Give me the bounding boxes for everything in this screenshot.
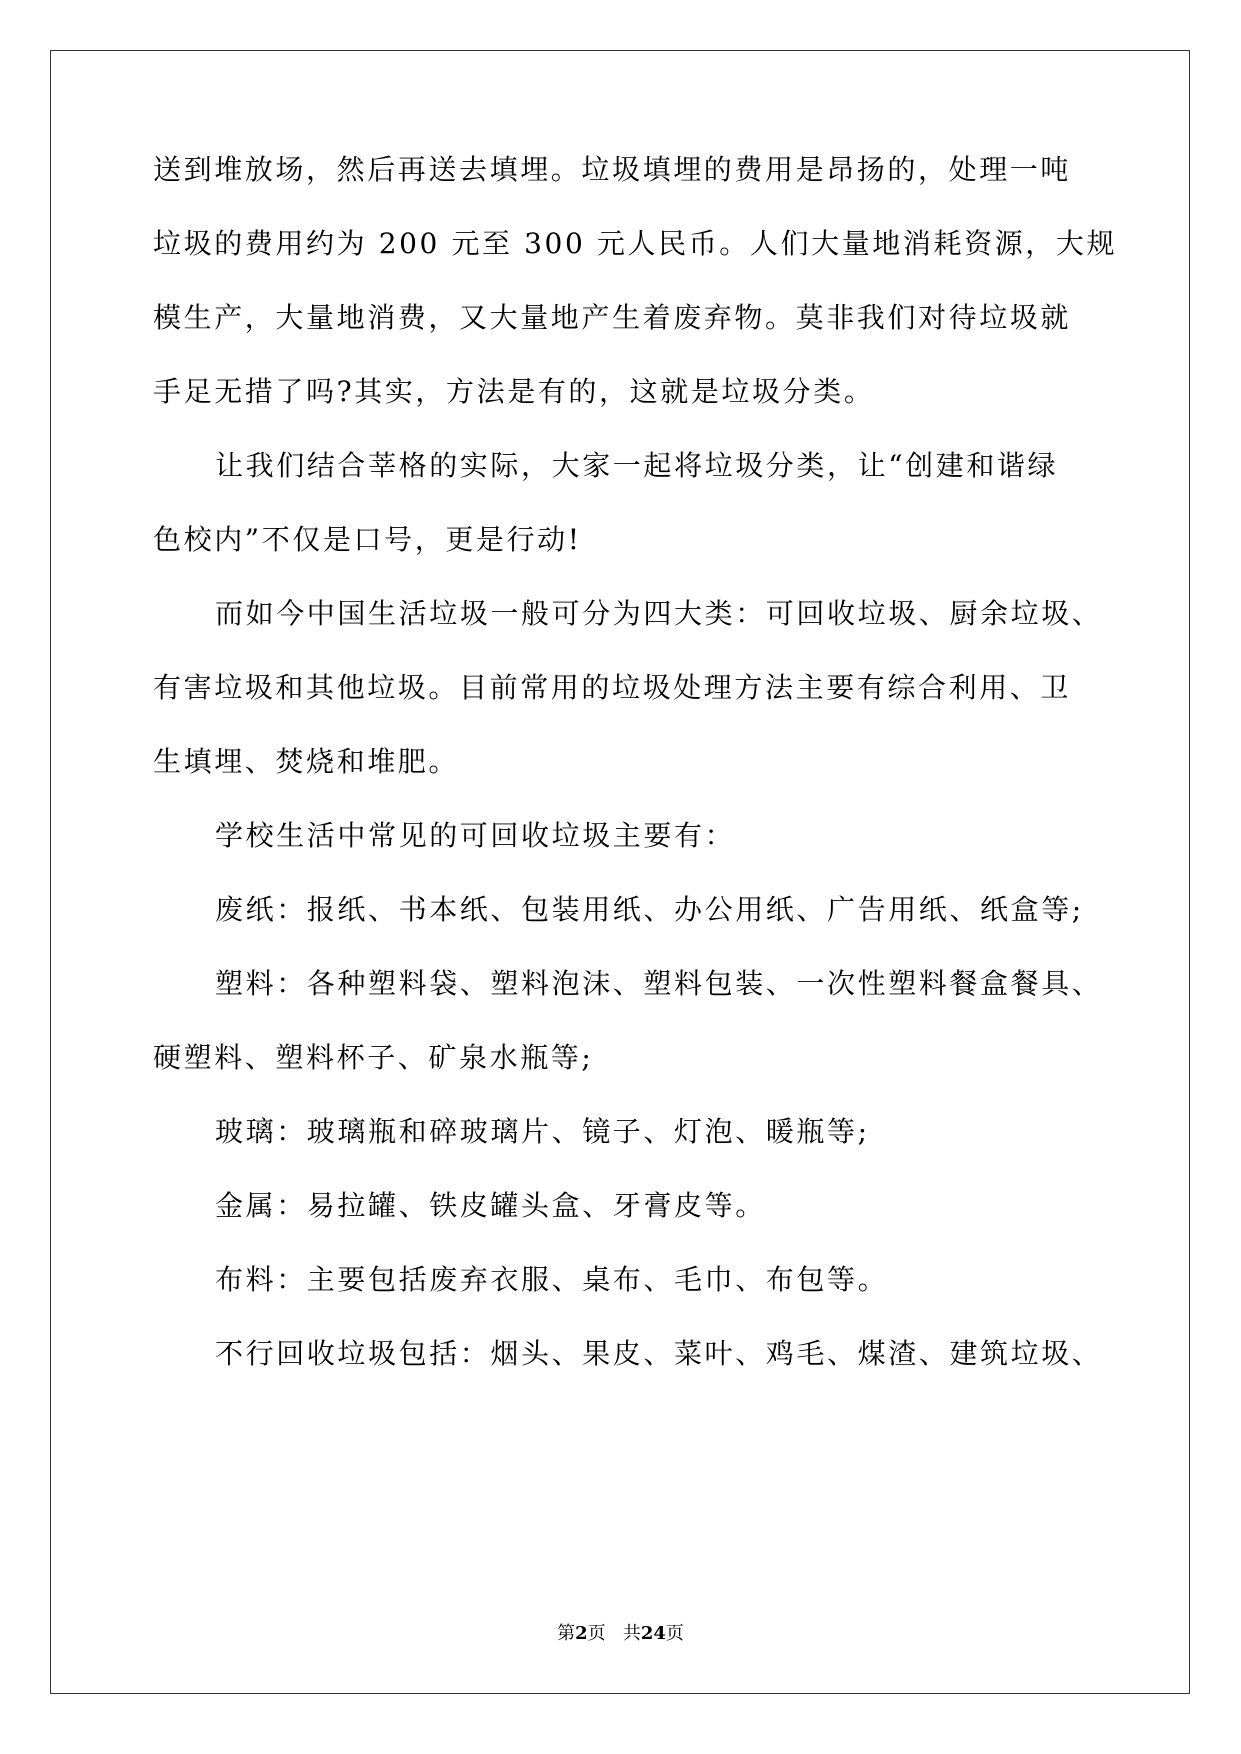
text-line: 手足无措了吗?其实，方法是有的，这就是垃圾分类。 xyxy=(153,375,875,408)
text-line: 而如今中国生活垃圾一般可分为四大类：可回收垃圾、厨余垃圾、 xyxy=(215,597,1103,630)
text-line: 不行回收垃圾包括：烟头、果皮、菜叶、鸡毛、煤渣、建筑垃圾、 xyxy=(215,1337,1103,1370)
page-suffix: 页 xyxy=(587,1623,606,1644)
page-prefix: 第 xyxy=(557,1623,576,1644)
page-footer xyxy=(0,1622,1241,1646)
text-line: 硬塑料、塑料杯子、矿泉水瓶等; xyxy=(153,1041,594,1074)
total-suffix: 页 xyxy=(665,1623,684,1644)
text-line: 色校内”不仅是口号，更是行动! xyxy=(153,523,582,556)
text-line: 玻璃：玻璃瓶和碎玻璃片、镜子、灯泡、暖瓶等; xyxy=(215,1115,870,1148)
page-frame xyxy=(50,50,1190,1694)
page-number: 2 xyxy=(575,1623,588,1644)
text-line: 模生产，大量地消费，又大量地产生着废弃物。莫非我们对待垃圾就 xyxy=(153,301,1072,334)
text-line: 有害垃圾和其他垃圾。目前常用的垃圾处理方法主要有综合利用、卫 xyxy=(153,671,1072,704)
total-pages: 24 xyxy=(640,1623,666,1644)
text-line: 生填埋、焚烧和堆肥。 xyxy=(153,745,460,778)
text-line: 垃圾的费用约为 200 元至 300 元人民币。人们大量地消耗资源，大规 xyxy=(153,227,1118,260)
text-line: 塑料：各种塑料袋、塑料泡沫、塑料包装、一次性塑料餐盒餐具、 xyxy=(215,967,1103,1000)
text-line: 学校生活中常见的可回收垃圾主要有： xyxy=(215,819,736,852)
text-line: 废纸：报纸、书本纸、包装用纸、办公用纸、广告用纸、纸盒等; xyxy=(215,893,1084,926)
total-prefix: 共 xyxy=(622,1623,641,1644)
text-line: 布料：主要包括废弃衣服、桌布、毛巾、布包等。 xyxy=(215,1263,889,1296)
text-line: 送到堆放场，然后再送去填埋。垃圾填埋的费用是昂扬的，处理一吨 xyxy=(153,153,1072,186)
text-line: 让我们结合莘格的实际，大家一起将垃圾分类，让“创建和谐绿 xyxy=(215,449,1059,482)
text-line: 金属：易拉罐、铁皮罐头盒、牙膏皮等。 xyxy=(215,1189,766,1222)
